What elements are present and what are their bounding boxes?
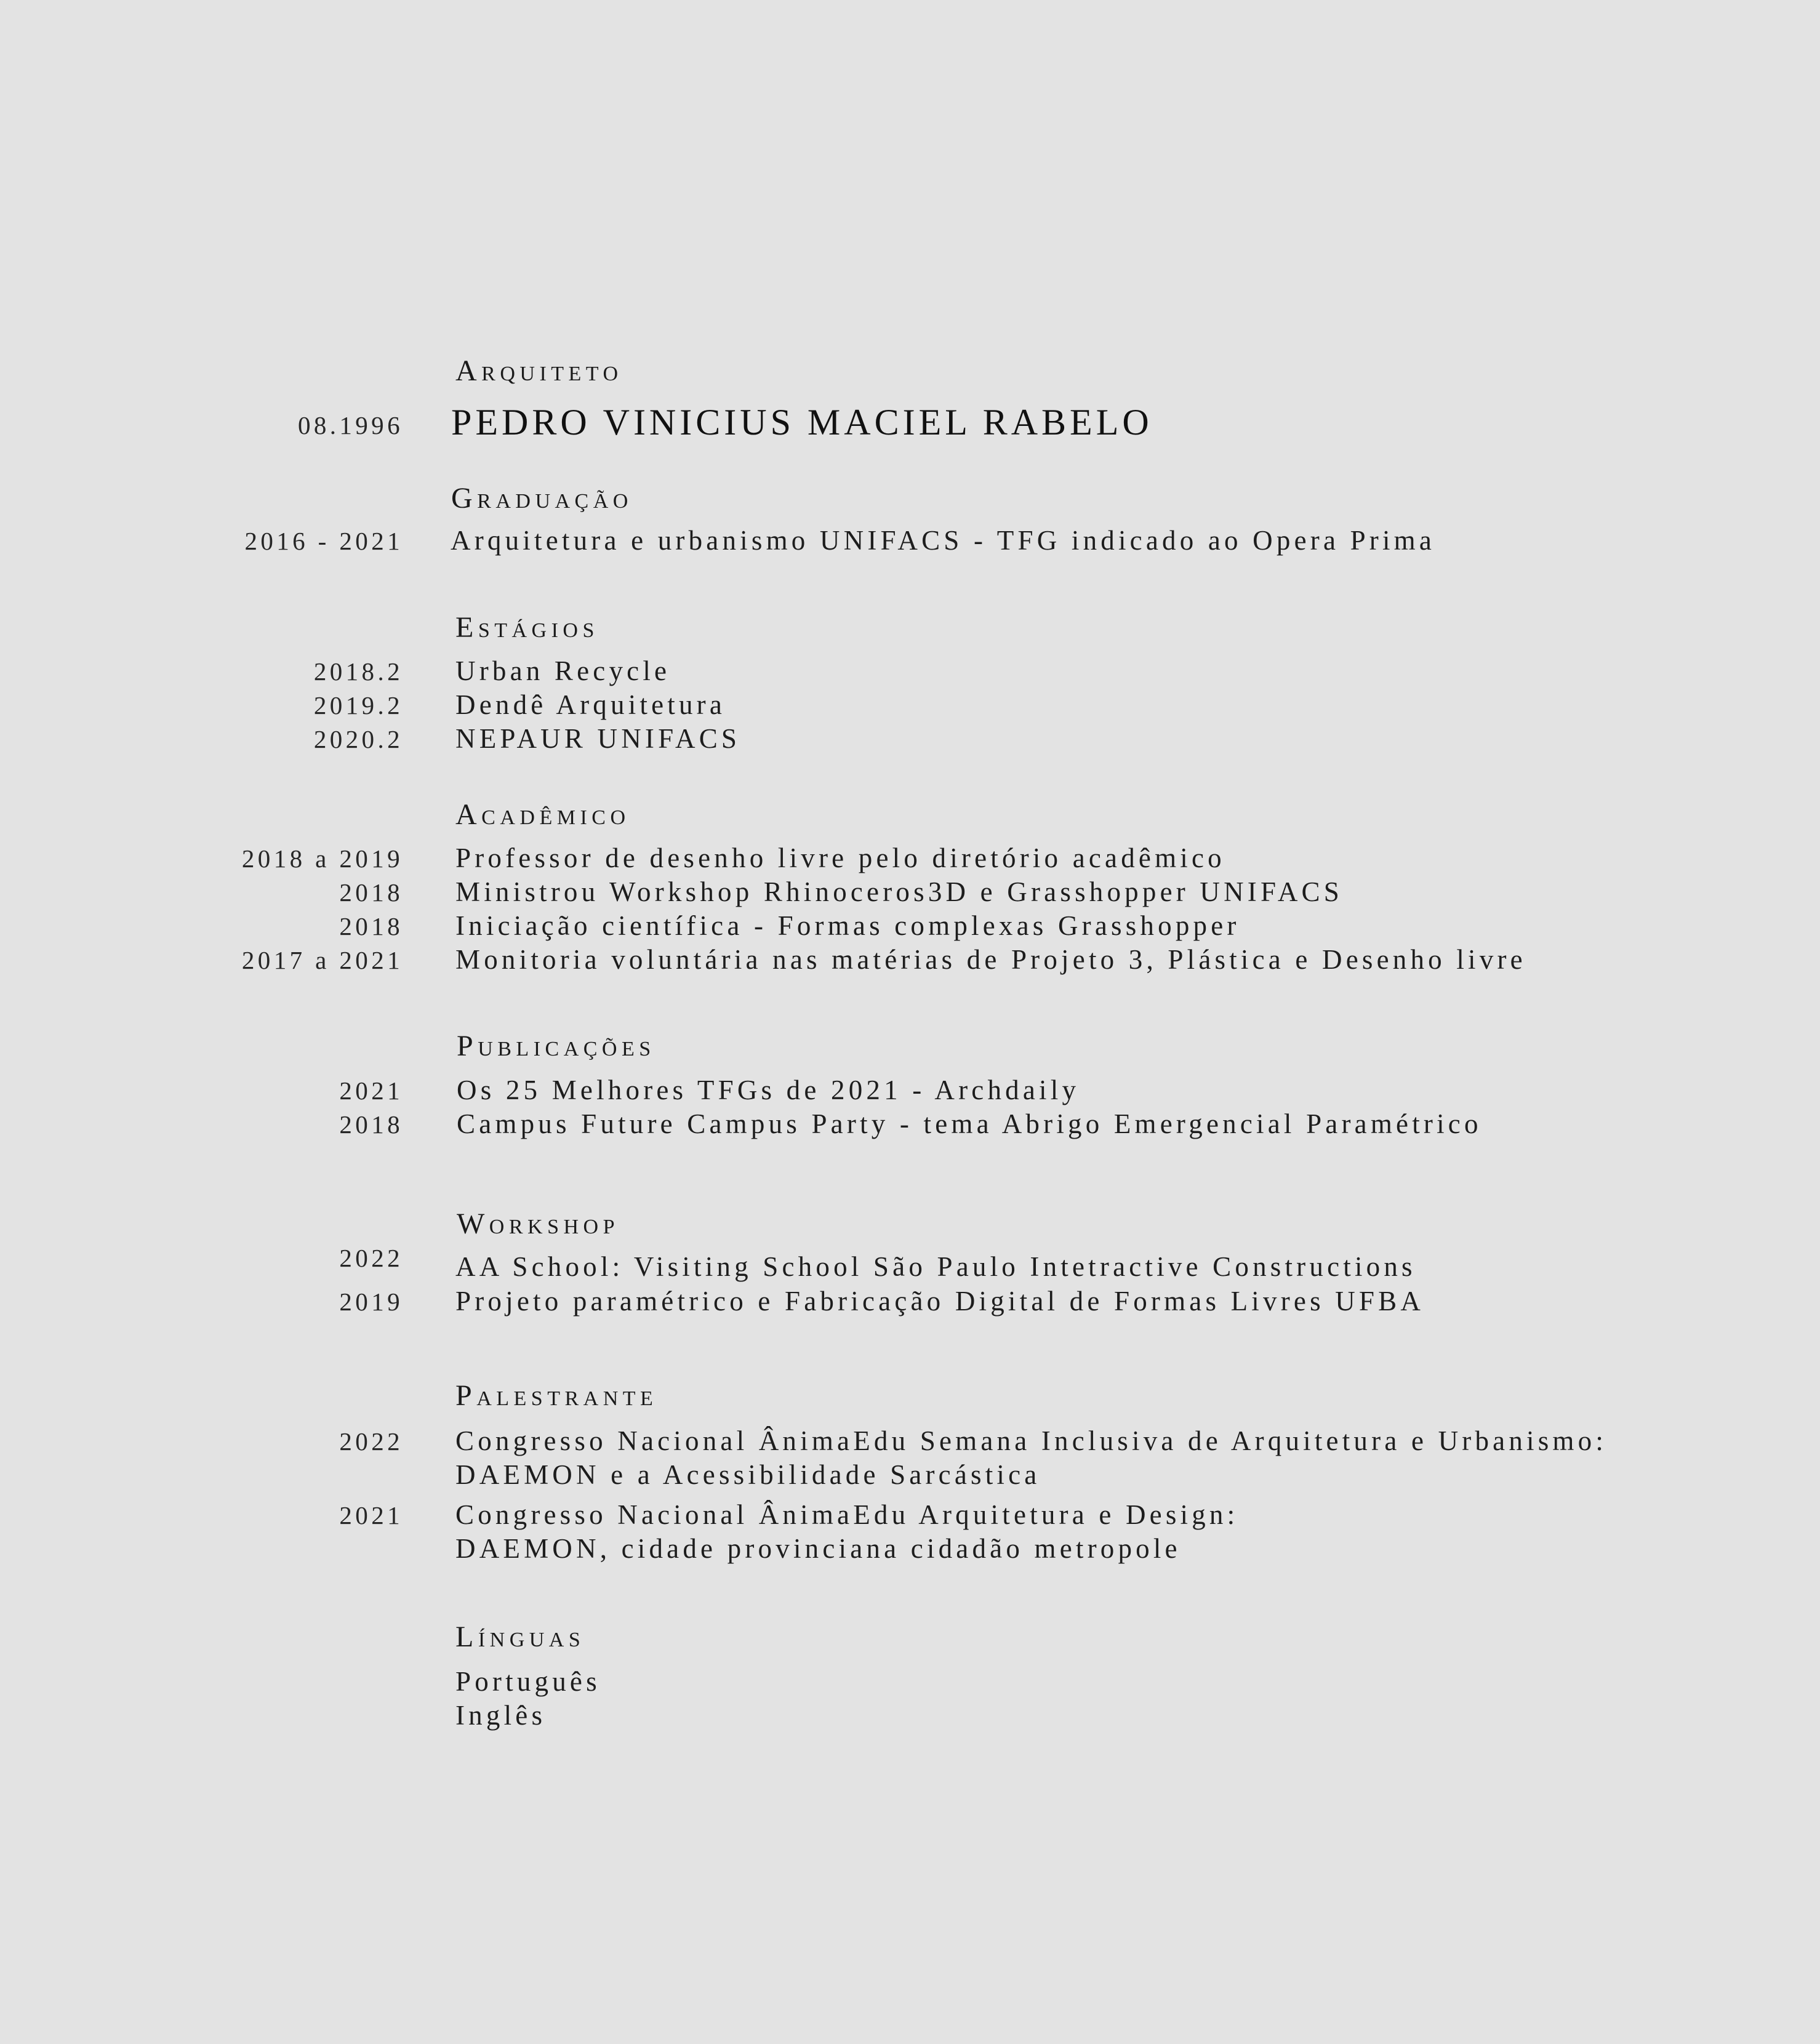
palestrante-item-line1: Congresso Nacional ÂnimaEdu Semana Inclusiva de Arquitetura e Urbanismo: [455,1425,1608,1456]
palestrante-item-line1: Congresso Nacional ÂnimaEdu Arquitetura e Design: [455,1499,1239,1530]
estagio-date: 2018.2 [313,657,403,686]
workshop-date: 2022 [339,1244,403,1272]
estagio-item: Urban Recycle [455,655,671,686]
section-title-linguas: Línguas [455,1621,585,1653]
academico-item: Monitoria voluntária nas matérias de Projeto 3, Plástica e Desenho livre [455,944,1526,975]
graduacao-date: 2016 - 2021 [244,527,403,555]
academico-date: 2018 [339,912,403,940]
full-name: PEDRO VINICIUS MACIEL RABELO [451,402,1153,443]
academico-item: Professor de desenho livre pelo diretório acadêmico [455,843,1225,873]
section-title-estagios: Estágios [455,611,599,644]
palestrante-date: 2022 [339,1427,403,1456]
estagio-item: NEPAUR UNIFACS [455,723,741,754]
workshop-item: Projeto paramétrico e Fabricação Digital de Formas Livres UFBA [455,1286,1425,1317]
section-title-palestrante: Palestrante [455,1379,658,1412]
workshop-date: 2019 [339,1288,403,1316]
publicacao-date: 2018 [339,1110,403,1139]
academico-item: Iniciação científica - Formas complexas Grasshopper [455,910,1240,941]
workshop-item: AA School: Visiting School São Paulo Intetractive Constructions [455,1251,1416,1282]
graduacao-item: Arquitetura e urbanismo UNIFACS - TFG indicado ao Opera Prima [451,525,1436,556]
academico-date: 2018 a 2019 [241,844,403,873]
academico-date: 2018 [339,878,403,907]
lingua-item: Inglês [455,1700,547,1731]
estagio-date: 2019.2 [313,691,403,719]
section-title-academico: Acadêmico [455,798,630,831]
estagio-item: Dendê Arquitetura [455,689,726,720]
publicacao-item: Campus Future Campus Party - tema Abrigo Emergencial Paramétrico [457,1108,1482,1139]
section-title-graduacao: Graduação [451,482,633,515]
palestrante-item-line2: DAEMON e a Acessibilidade Sarcástica [455,1459,1041,1490]
academico-item: Ministrou Workshop Rhinoceros3D e Grasshopper UNIFACS [455,876,1343,907]
birth-date: 08.1996 [297,411,403,439]
publicacao-item: Os 25 Melhores TFGs de 2021 - Archdaily [457,1075,1080,1105]
estagio-date: 2020.2 [313,725,403,753]
lingua-item: Português [455,1666,601,1697]
palestrante-date: 2021 [339,1501,403,1529]
section-title-workshop: Workshop [457,1208,620,1240]
publicacao-date: 2021 [339,1076,403,1105]
role-title: Arquiteto [455,355,623,387]
palestrante-item-line2: DAEMON, cidade provinciana cidadão metropole [455,1533,1181,1564]
academico-date: 2017 a 2021 [241,946,403,974]
section-title-publicacoes: Publicações [457,1030,655,1062]
